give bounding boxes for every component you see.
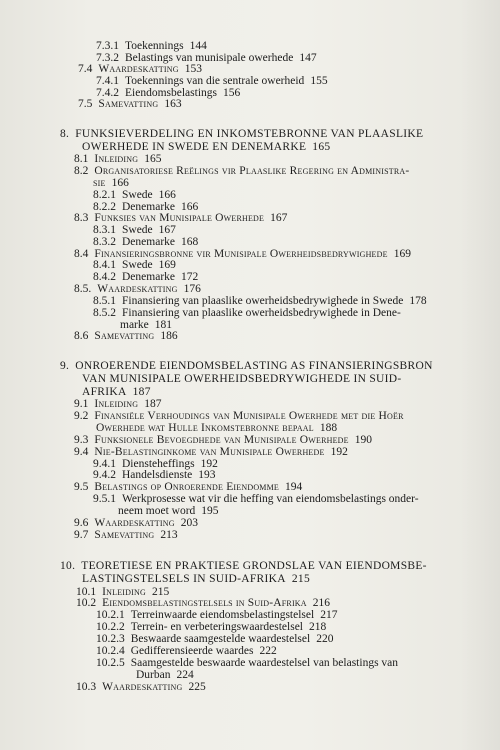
section-title: Samevatting [94,330,155,342]
toc-entry [74,434,372,446]
page-number: 169 [393,248,411,260]
section-number: 7.5 [78,98,93,110]
section-title: Belastings op Onroerende Eiendomme [94,481,280,493]
section-title: Denemarke [122,201,175,213]
section-number: 9.1 [74,398,89,410]
section-number: 8.2.1 [93,189,116,201]
section-number: 7.4.2 [96,87,119,99]
section-title: FUNKSIEVERDELING EN INKOMSTEBRONNE VAN PLAASLIKE [75,128,424,140]
page-number: 194 [285,481,303,493]
toc-entry [96,75,328,87]
toc-entry [93,295,427,307]
toc-entry [74,517,198,529]
toc-entry [93,236,198,248]
section-number: 9.6 [74,517,89,529]
page-number: 166 [181,201,199,213]
section-title: Denemarke [122,236,175,248]
section-number: 10.2.5 [96,657,125,669]
section-number: 8.4 [74,248,89,260]
section-title: Terreinwaarde eiendomsbelastingstelsel [130,609,315,621]
section-title: Samevatting [98,98,159,110]
section-title: Inleiding [94,398,139,410]
section-number: 10.2 [76,597,97,609]
chapter-heading [82,573,310,585]
section-number: 9. [60,360,70,372]
section-number: 8.1 [74,153,89,165]
toc-entry [74,212,287,224]
section-title: AFRIKA [82,386,127,398]
page-number: 187 [132,386,151,398]
page-number: 224 [176,669,194,681]
section-title: Beswaarde saamgestelde waardestelsel [130,633,311,645]
section-number: 7.4 [78,63,93,75]
section-number: 7.3.1 [96,40,119,52]
section-title: Toekennings van die sentrale owerheid [125,75,305,87]
toc-entry [96,633,333,645]
section-number: 8.6 [74,330,89,342]
section-number: 7.4.1 [96,75,119,87]
section-title: Swede [122,224,153,236]
toc-entry [96,645,277,657]
toc-entry [96,422,337,434]
toc-entry [96,40,207,52]
section-title: Finansieringsbronne vir Munisipale Owerheidsbedrywighede [94,248,388,260]
toc-entry [93,307,401,319]
page-number: 178 [409,295,427,307]
section-title: Denemarke [122,271,175,283]
section-number: 9.7 [74,529,89,541]
toc-entry [74,165,409,177]
section-number: 9.3 [74,434,89,446]
section-number: 9.4.1 [93,458,116,470]
section-title: Samevatting [94,529,155,541]
section-title: Durban [136,669,171,681]
toc-entry [93,177,129,189]
section-title: neem moet word [118,505,196,517]
section-number: 8.5.1 [93,295,116,307]
toc-entry [74,446,348,458]
toc-entry [74,330,178,342]
section-title: Eiendomsbelastingstelsels in Suid-Afrika [102,597,307,609]
page-number: 192 [330,446,348,458]
section-number: 8.4.2 [93,271,116,283]
section-title: Werkprosesse wat vir die heffing van eiendomsbelastings onder- [122,493,419,505]
page-number: 225 [188,681,206,693]
section-title: Gedifferensieerde waardes [130,645,254,657]
section-number: 8.2 [74,165,89,177]
section-number: 8.3.1 [93,224,116,236]
toc-entry [96,657,398,669]
page-number: 222 [259,645,277,657]
toc-entry [76,597,330,609]
toc-entry [78,98,182,110]
toc-entry [96,621,326,633]
section-number: 9.5.1 [93,493,116,505]
section-title: Belastings van munisipale owerhede [125,52,294,64]
section-title: VAN MUNISIPALE OWERHEIDSBEDRYWIGHEDE IN SUID- [82,373,402,385]
page-number: 163 [164,98,182,110]
chapter-heading [60,360,433,372]
section-title: Finansiering van plaaslike owerheidsbedrywighede in Dene- [122,307,401,319]
section-title: Handelsdienste [122,469,193,481]
page-number: 213 [160,529,178,541]
toc-entry [93,469,216,481]
toc-entry [74,283,201,295]
section-number: 10.2.4 [96,645,125,657]
page-number: 187 [144,398,162,410]
section-title: Inleiding [102,586,146,598]
section-title: Funksies van Munisipale Owerhede [94,212,265,224]
toc-entry [136,669,194,681]
section-number: 9.4.2 [93,469,116,481]
page-number: 166 [158,189,176,201]
section-title: Swede [122,189,153,201]
page-number: 166 [111,177,129,189]
chapter-heading [82,386,151,398]
chapter-heading [60,560,427,572]
section-title: Saamgestelde beswaarde waardestelsel van belastings van [130,657,399,669]
section-number: 9.2 [74,410,89,422]
toc-entry [96,609,337,621]
page-number: 188 [319,422,338,434]
section-number: 9.4 [74,446,89,458]
page-number: 216 [312,597,331,609]
page-number: 192 [200,458,218,470]
section-number: 10.1 [76,586,97,598]
chapter-heading [82,373,402,385]
toc-entry [78,63,202,75]
section-title: TEORETIESE EN PRAKTIESE GRONDSLAE VAN EIENDOMSBE- [81,560,427,572]
section-title: OWERHEDE IN SWEDE EN DENEMARKE [82,141,307,153]
section-title: Waardeskatting [98,63,179,75]
page-number: 215 [291,573,311,585]
page-number: 176 [183,283,201,295]
page-number: 203 [180,517,198,529]
section-number: 9.5 [74,481,89,493]
section-number: 7.3.2 [96,52,119,64]
section-number: 8.3 [74,212,89,224]
page-number: 190 [354,434,372,446]
section-number: 10. [60,560,76,572]
section-title: Organisatoriese Reëlings vir Plaaslike Regering en Administra- [94,165,410,177]
section-title: Finansiering van plaaslike owerheidsbedrywighede in Swede [122,295,404,307]
chapter-heading [82,141,330,153]
section-title: marke [120,319,149,331]
section-number: 8.2.2 [93,201,116,213]
toc-entry [93,189,176,201]
section-number: 10.2.3 [96,633,125,645]
page-number: 156 [223,87,241,99]
section-title: ONROERENDE EIENDOMSBELASTING AS FINANSIERINGSBRON [75,360,433,372]
toc-entry [76,681,206,693]
toc-entry [93,271,198,283]
section-number: 8.5.2 [93,307,116,319]
section-title: Inleiding [94,153,139,165]
section-number: 10.3 [76,681,97,693]
page-number: 169 [158,259,176,271]
section-title: Terrein- en verbeteringswaardestelsel [130,621,303,633]
section-title: Owerhede wat Hulle Inkomstebronne bepaal [96,422,314,434]
page-number: 167 [158,224,176,236]
section-title: Swede [122,259,153,271]
section-number: 8.5. [74,283,92,295]
page-number: 144 [189,40,207,52]
page-number: 193 [198,469,216,481]
page-number: 215 [151,586,170,598]
page-number: 195 [201,505,219,517]
page-number: 147 [299,52,317,64]
toc-entry [74,481,302,493]
chapter-heading [60,128,423,140]
page-shadow [460,0,500,750]
page-number: 153 [184,63,202,75]
section-title: sie [93,177,106,189]
toc-entry [93,493,419,505]
section-number: 10.2.2 [96,621,125,633]
page-number: 168 [181,236,199,248]
page-number: 165 [144,153,162,165]
page-number: 167 [270,212,288,224]
section-title: Diensteheffings [122,458,195,470]
page-number: 155 [310,75,328,87]
toc-entry [93,259,176,271]
section-title: Finansiële Verhoudings van Munisipale Owerhede met die Hoër [94,410,404,422]
section-number: 8.4.1 [93,259,116,271]
section-number: 8.3.2 [93,236,116,248]
toc-entry [118,505,219,517]
section-title: Toekennings [125,40,184,52]
section-number: 8. [60,128,70,140]
toc-entry [74,529,178,541]
section-title: Waardeskatting [94,517,175,529]
page-number: 220 [316,633,334,645]
section-title: LASTINGSTELSELS IN SUID-AFRIKA [82,573,286,585]
page-number: 186 [160,330,178,342]
page-number: 217 [320,609,338,621]
page-number: 181 [154,319,172,331]
toc-entry [74,153,161,165]
page-number: 172 [181,271,199,283]
page-number: 218 [309,621,327,633]
page-number: 165 [312,141,331,153]
section-title: Funksionele Bevoegdhede van Munisipale Owerhede [94,434,349,446]
toc-entry [74,410,404,422]
section-title: Nie-Belastinginkome van Munisipale Owerhede [94,446,325,458]
section-number: 10.2.1 [96,609,125,621]
section-title: Waardeskatting [97,283,178,295]
section-title: Eiendomsbelastings [125,87,217,99]
section-title: Waardeskatting [102,681,183,693]
toc-entry [74,398,161,410]
toc-entry [93,224,176,236]
